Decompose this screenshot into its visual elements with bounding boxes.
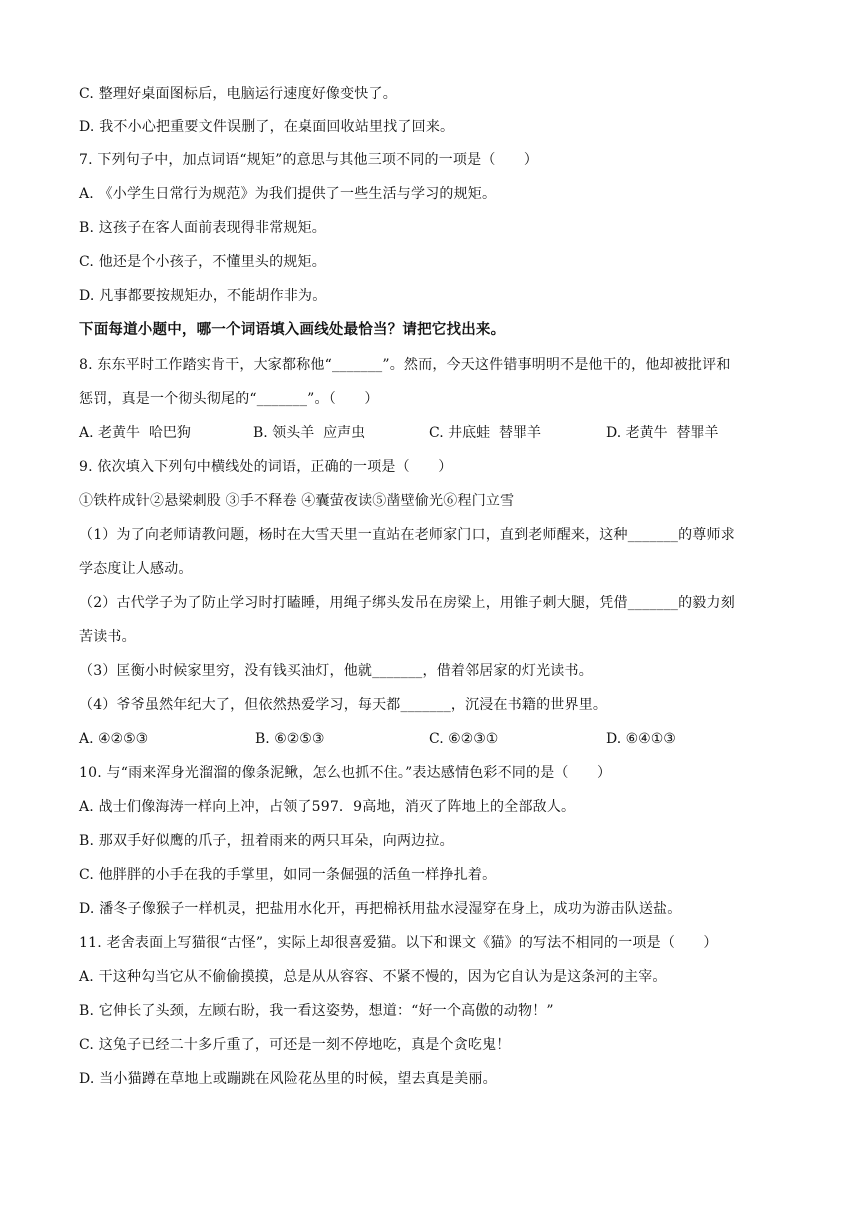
question-9: 9. 依次填入下列句中横线处的词语，正确的一项是（ ） — [79, 459, 453, 475]
question-8-line-1: 8. 东东平时工作踏实肯干，大家都称他“_______”。然而，今天这件错事明明不是他干的，他却被批评和 — [79, 357, 731, 373]
question-11-option-a: A. 干这种勾当它从不偷偷摸摸，总是从从容容、不紧不慢的，因为它自认为是这条河的主宰。 — [79, 969, 667, 985]
section-heading: 下面每道小题中，哪一个词语填入画线处最恰当？请把它找出来。 — [79, 322, 506, 338]
question-8-option-c[interactable]: C. 井底蛙 替罪羊 — [429, 425, 542, 441]
question-9-idiom-list: ①铁杵成针②悬梁刺股 ③手不释卷 ④囊萤夜读⑤凿壁偷光⑥程门立雪 — [79, 493, 515, 509]
option-c-desktop: C. 整理好桌面图标后，电脑运行速度好像变快了。 — [79, 86, 397, 102]
question-8-line-2: 惩罚，真是一个彻头彻尾的“_______”。（ ） — [79, 391, 379, 407]
question-9-item-4: （4）爷爷虽然年纪大了，但依然热爱学习，每天都_______，沉浸在书籍的世界里。 — [79, 697, 608, 713]
question-8-options — [79, 423, 779, 443]
question-8-option-a[interactable]: A. 老黄牛 哈巴狗 — [79, 425, 191, 441]
question-8-option-d[interactable]: D. 老黄牛 替罪羊 — [606, 425, 719, 441]
question-7-option-b: B. 这孩子在客人面前表现得非常规矩。 — [79, 220, 326, 236]
question-9-item-3: （3）匡衡小时候家里穷，没有钱买油灯，他就_______，借着邻居家的灯光读书。 — [79, 663, 593, 679]
question-10-option-b: B. 那双手好似鹰的爪子，扭着雨来的两只耳朵，向两边拉。 — [79, 833, 454, 849]
question-9-item-2-line-1: （2）古代学子为了防止学习时打瞌睡，用绳子绑头发吊在房梁上，用锥子刺大腿，凭借_______的毅力刻 — [79, 595, 735, 611]
question-11-option-b: B. 它伸长了头颈，左顾右盼，我一看这姿势，想道：“好一个高傲的动物！” — [79, 1003, 554, 1019]
question-9-choice-a[interactable]: A. ④②⑤③ — [79, 731, 149, 747]
question-9-item-2-line-2: 苦读书。 — [79, 629, 136, 645]
question-7: 7. 下列句子中，加点词语“规矩”的意思与其他三项不同的一项是（ ） — [79, 152, 539, 168]
question-7-option-d: D. 凡事都要按规矩办，不能胡作非为。 — [79, 288, 327, 304]
question-9-choice-d[interactable]: D. ⑥④①③ — [606, 731, 676, 747]
question-10-option-d: D. 潘冬子像猴子一样机灵，把盐用水化开，再把棉袄用盐水浸湿穿在身上，成功为游击队送盐。 — [79, 901, 682, 917]
question-7-option-a: A. 《小学生日常行为规范》为我们提供了一些生活与学习的规矩。 — [79, 186, 497, 202]
question-10-option-c: C. 他胖胖的小手在我的手掌里，如同一条倔强的活鱼一样挣扎着。 — [79, 867, 497, 883]
question-9-choice-c[interactable]: C. ⑥②③① — [429, 731, 499, 747]
question-10-option-a: A. 战士们像海涛一样向上冲，占领了597．9高地，消灭了阵地上的全部敌人。 — [79, 799, 576, 815]
option-d-desktop: D. 我不小心把重要文件误删了，在桌面回收站里找了回来。 — [79, 119, 455, 135]
question-8-option-b[interactable]: B. 领头羊 应声虫 — [253, 425, 366, 441]
question-11: 11. 老舍表面上写猫很“古怪”，实际上却很喜爱猫。以下和课文《猫》的写法不相同的一项是（ ） — [79, 935, 718, 951]
question-10: 10. 与“雨来浑身光溜溜的像条泥鳅，怎么也抓不住。”表达感情色彩不同的是（ ） — [79, 765, 612, 781]
question-9-choices — [79, 729, 779, 749]
question-9-choice-b[interactable]: B. ⑥②⑤③ — [255, 731, 325, 747]
question-11-option-c: C. 这兔子已经二十多斤重了，可还是一刻不停地吃，真是个贪吃鬼！ — [79, 1037, 511, 1053]
question-11-option-d: D. 当小猫蹲在草地上或蹦跳在风险花丛里的时候，望去真是美丽。 — [79, 1071, 497, 1087]
question-9-item-1-line-2: 学态度让人感动。 — [79, 561, 193, 577]
question-9-item-1-line-1: （1）为了向老师请教问题，杨时在大雪天里一直站在老师家门口，直到老师醒来，这种_______的尊师求 — [79, 527, 735, 543]
question-7-option-c: C. 他还是个小孩子，不懂里头的规矩。 — [79, 254, 326, 270]
